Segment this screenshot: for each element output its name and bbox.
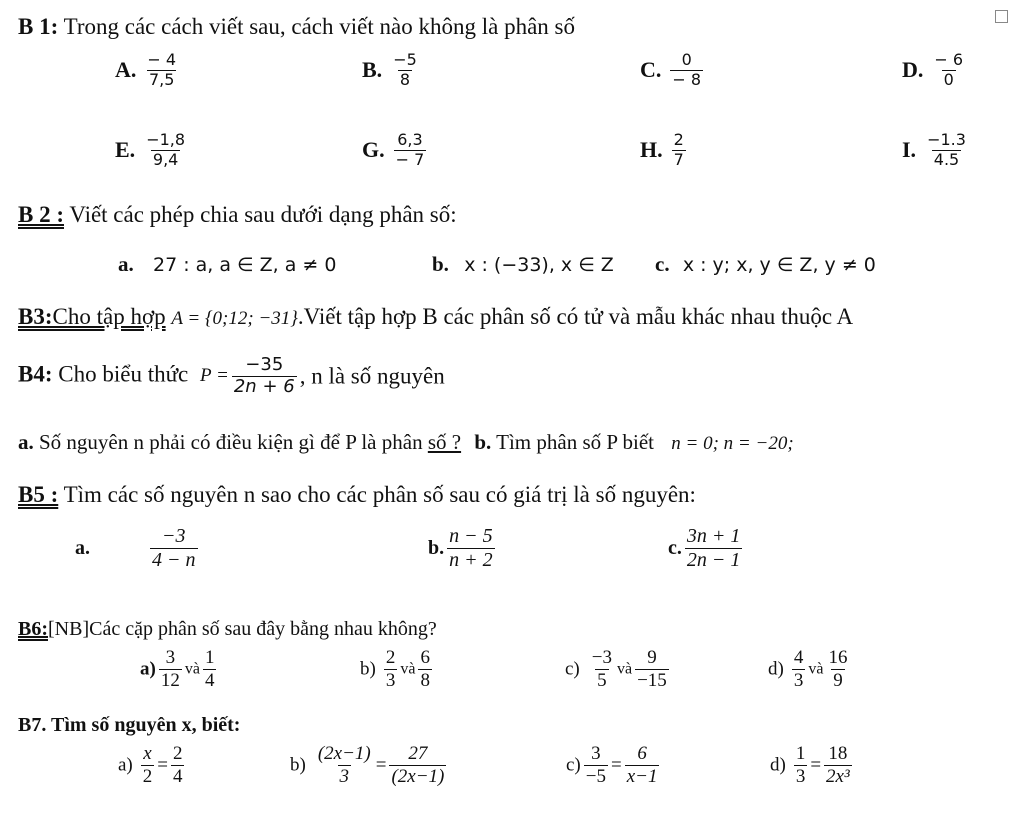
b5-item-b: b. $\frac{n - 5}{n + 2}$ bbox=[428, 525, 493, 571]
b5-question-line bbox=[18, 482, 696, 508]
b2-item-c: c. x : y; x, y ∈ Z, y ≠ 0 bbox=[655, 252, 876, 276]
b7-item-d: d) $\frac{1}{3}$ = $\frac{18}{\text{2x³}}$ bbox=[770, 743, 850, 787]
b6-question: [NB]Các cặp phân số sau đây bằng nhau không? bbox=[48, 618, 437, 640]
b5-item-a: a. $\frac{-3}{4 - n}$ bbox=[75, 525, 196, 571]
corner-checkbox-icon bbox=[995, 10, 1008, 23]
b1-option-e: E. $\frac{-1,8}{9,4}$ bbox=[115, 130, 186, 169]
b1-option-d: D. $\frac{- 6}{0}$ bbox=[902, 50, 964, 89]
b6-item-b: b) $\frac{2}{3}$ và $\frac{6}{8}$ bbox=[360, 647, 430, 691]
b1-option-c: C. $\frac{0}{- 8}$ bbox=[640, 50, 702, 89]
b7-item-a: a) $\frac{x}{2}$ = $\frac{2}{4}$ bbox=[118, 743, 183, 787]
b5-label: B5 : bbox=[18, 482, 59, 507]
b6-label: B6: bbox=[18, 618, 48, 640]
b6-item-d: d) $\frac{4}{3}$ và $\frac{16}{9}$ bbox=[768, 647, 848, 691]
b2-label: B 2 : bbox=[18, 202, 64, 227]
b3-set: A = {0;12; −31} bbox=[171, 308, 298, 329]
b3-label: B3: bbox=[18, 304, 53, 329]
b6-item-a: a) $\frac{3}{12}$ và $\frac{1}{4}$ bbox=[140, 647, 215, 691]
b6-question-line bbox=[18, 618, 437, 641]
b5-question: Tìm các số nguyên n sao cho các phân số sau có giá trị là số nguyên: bbox=[63, 482, 696, 507]
b6-item-c: c) $\frac{-3}{5}$ và $\frac{9}{-15}$ bbox=[565, 647, 667, 691]
b4-subline: a. Số nguyên n phải có điều kiện gì để P là phân số ? b. Tìm phân số P biết n = 0; n = −20; bbox=[18, 430, 794, 454]
b1-option-i: I. $\frac{-1.3}{4.5}$ bbox=[902, 130, 966, 169]
b2-question-line bbox=[18, 202, 457, 228]
b3-line: B3:Cho tập hợp A = {0;12; −31}.Viết tập hợp B các phân số có tử và mẫu khác nhau thuộc A bbox=[18, 304, 854, 329]
b1-question-line bbox=[18, 14, 575, 40]
b4-label: B4: bbox=[18, 361, 53, 387]
b2-item-a: a. 27 : a, a ∈ Z, a ≠ 0 bbox=[118, 252, 337, 276]
b7-item-b: b) $\frac{(2x-1)}{3}$ = $\frac{27}{(2x-1)}$ bbox=[290, 743, 445, 787]
b2-question: Viết các phép chia sau dưới dạng phân số: bbox=[69, 202, 457, 227]
b1-option-g: G. $\frac{6,3}{- 7}$ bbox=[362, 130, 425, 169]
b7-label: B7. Tìm số nguyên x, biết: bbox=[18, 714, 241, 736]
b2-item-b: b. x : (−33), x ∈ Z bbox=[432, 252, 614, 276]
b1-option-h: H. $\frac{2}{7}$ bbox=[640, 130, 684, 169]
b1-question: Trong các cách viết sau, cách viết nào không là phân số bbox=[63, 14, 575, 39]
b1-option-a: A. $\frac{- 4}{7,5}$ bbox=[115, 50, 177, 89]
b7-item-c: c) $\frac{3}{-5}$ = $\frac{6}{x-1}$ bbox=[566, 743, 658, 787]
b4-line: B4: Cho biểu thức P = $\frac{-35}{2n + 6}$ , n là số nguyên bbox=[18, 354, 445, 397]
b1-option-b: B. $\frac{-5}{8}$ bbox=[362, 50, 417, 89]
b5-item-c: c. $\frac{3n + 1}{2n - 1}$ bbox=[668, 525, 741, 571]
b1-label: B 1: bbox=[18, 14, 59, 39]
